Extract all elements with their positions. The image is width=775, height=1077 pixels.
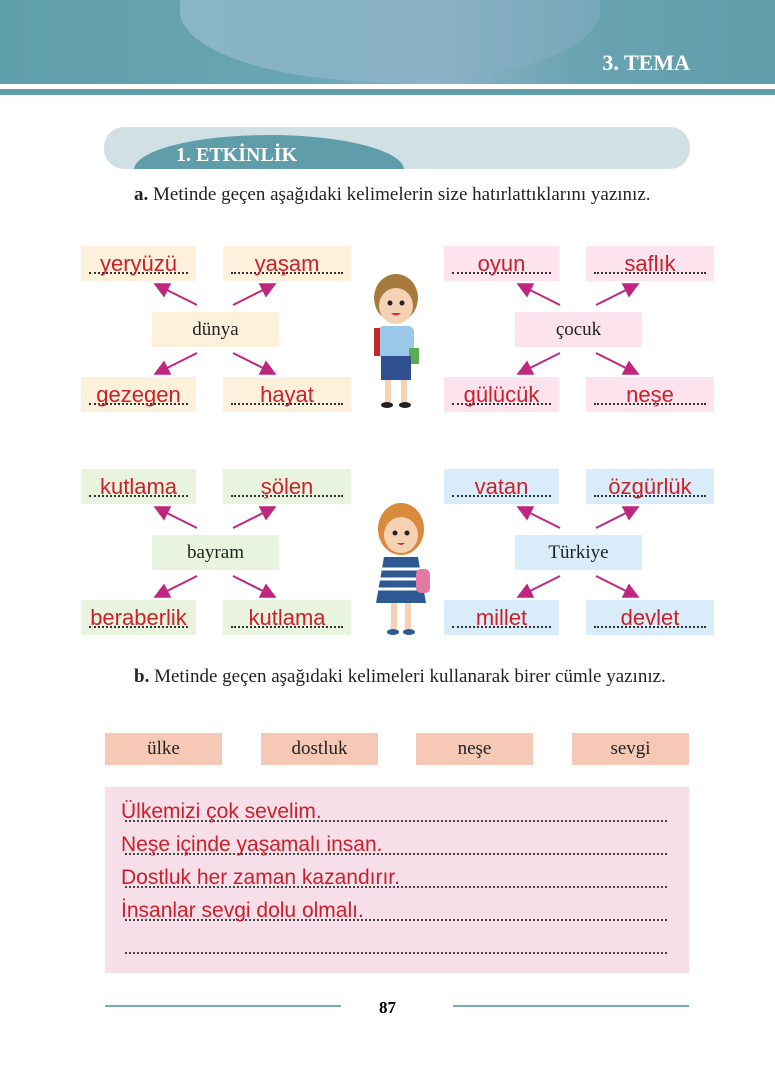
sentence-text: Ülkemizi çok sevelim.: [121, 800, 322, 823]
page-number: 87: [379, 998, 396, 1017]
girl-illustration: [370, 497, 436, 637]
answer-text: yeryüzü: [99, 250, 178, 276]
arrow-icon: [157, 285, 197, 305]
answer-text: vatan: [474, 473, 529, 499]
arrow-icon: [520, 353, 560, 373]
answer-box[interactable]: [81, 377, 196, 412]
answer-text: devlet: [620, 604, 680, 630]
arrow-icon: [233, 285, 273, 305]
arrow-icon: [520, 285, 560, 305]
word-box: sevgi: [572, 733, 689, 765]
answer-box[interactable]: [444, 246, 559, 281]
part-b-instruction: b. Metinde geçen aşağıdaki kelimeleri kullanarak birer cümle yazınız.: [134, 666, 666, 687]
arrow-icon: [233, 508, 273, 528]
header-divider: [0, 89, 775, 95]
arrow-icon: [520, 576, 560, 596]
answer-text: beraberlik: [90, 604, 187, 630]
word-box: dostluk: [261, 733, 378, 765]
answer-text: gülücük: [463, 381, 540, 407]
answer-box[interactable]: [444, 469, 559, 504]
answer-text: yaşam: [254, 250, 320, 276]
arrow-icon: [233, 353, 273, 373]
answer-text: oyun: [477, 250, 526, 276]
arrow-icon: [596, 285, 636, 305]
answer-text: şölen: [260, 473, 314, 499]
word-box: ülke: [105, 733, 222, 765]
answer-text: saflık: [624, 250, 676, 276]
sentence-line[interactable]: [121, 789, 667, 823]
answer-box[interactable]: [81, 469, 196, 504]
activity-title: 1. ETKİNLİK: [176, 144, 298, 166]
arrow-icon: [157, 576, 197, 596]
answer-box[interactable]: [223, 469, 351, 504]
sentence-line[interactable]: [125, 921, 667, 954]
sentence-line[interactable]: [121, 888, 667, 922]
arrow-icon: [596, 576, 636, 596]
arrow-icon: [520, 508, 560, 528]
answer-text: özgürlük: [608, 473, 692, 499]
center-word: dünya: [152, 312, 279, 347]
answer-box[interactable]: [223, 377, 351, 412]
answer-box[interactable]: [444, 600, 559, 635]
sentence-text: Dostluk her zaman kazandırır.: [121, 866, 400, 889]
sentence-text: Neşe içinde yaşamalı insan.: [121, 833, 383, 856]
arrow-icon: [233, 576, 273, 596]
center-word: Türkiye: [515, 535, 642, 570]
center-word: çocuk: [515, 312, 642, 347]
activity-banner: [104, 127, 690, 169]
sentence-line[interactable]: [121, 822, 667, 856]
word-box: neşe: [416, 733, 533, 765]
part-a-instruction: a. Metinde geçen aşağıdaki kelimelerin size hatırlattıklarını yazınız.: [134, 184, 651, 205]
answer-box[interactable]: [586, 377, 714, 412]
arrow-icon: [157, 353, 197, 373]
answer-box[interactable]: [444, 377, 559, 412]
answer-box[interactable]: [586, 469, 714, 504]
arrow-icon: [596, 353, 636, 373]
sentence-area: [105, 787, 689, 973]
answer-box[interactable]: [81, 246, 196, 281]
sentence-text: İnsanlar sevgi dolu olmalı.: [121, 899, 364, 922]
arrow-icon: [157, 508, 197, 528]
answer-box[interactable]: [81, 600, 196, 635]
sentence-line[interactable]: [121, 855, 667, 889]
answer-text: kutlama: [99, 473, 178, 499]
arrow-icon: [596, 508, 636, 528]
theme-title: 3. TEMA: [602, 50, 690, 75]
answer-text: millet: [475, 604, 528, 630]
answer-text: neşe: [626, 381, 674, 407]
answer-box[interactable]: [586, 600, 714, 635]
answer-box[interactable]: [223, 246, 351, 281]
answer-text: kutlama: [248, 604, 326, 630]
answer-box[interactable]: [586, 246, 714, 281]
center-word: bayram: [152, 535, 279, 570]
boy-illustration: [365, 268, 427, 410]
answer-text: hayat: [260, 381, 314, 407]
answer-box[interactable]: [223, 600, 351, 635]
answer-text: gezegen: [96, 381, 181, 407]
